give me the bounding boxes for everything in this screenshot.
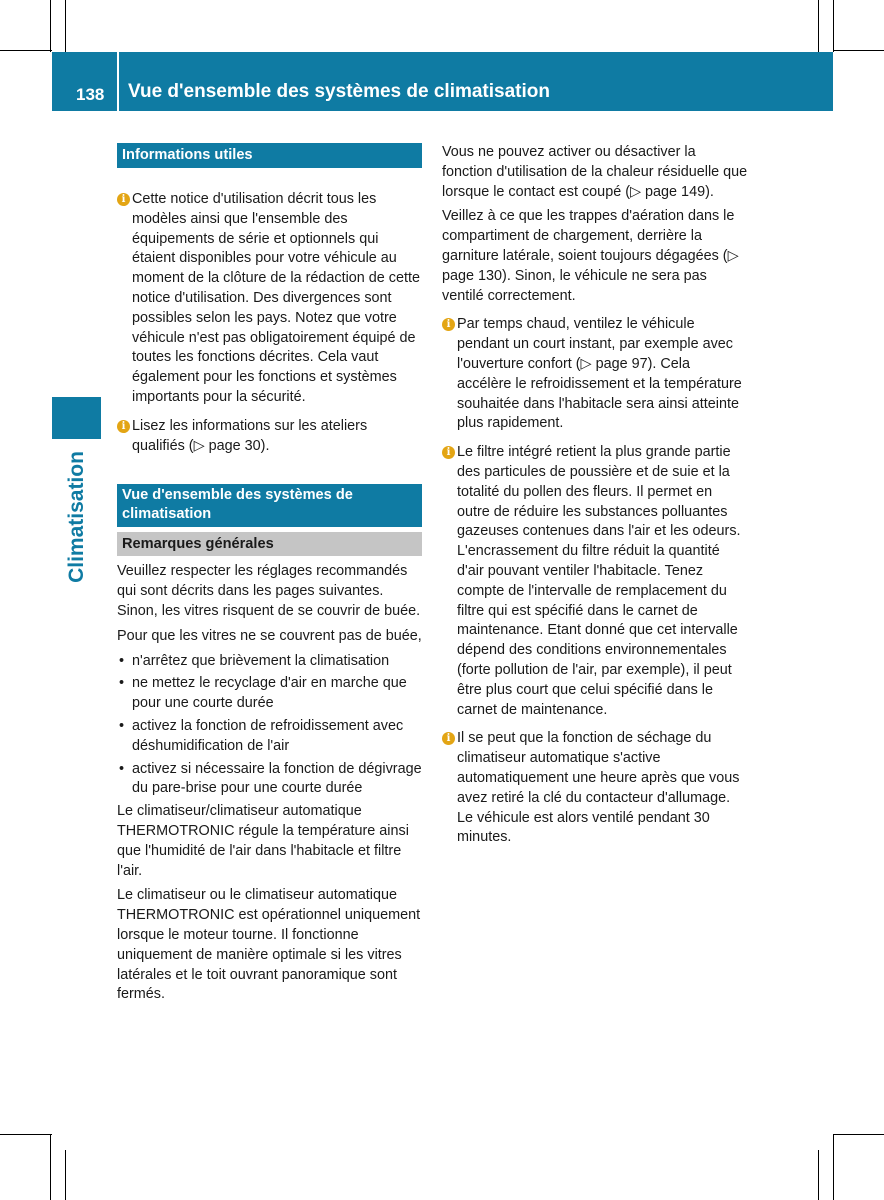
info-icon: i: [117, 193, 130, 206]
header-divider: [117, 52, 119, 111]
paragraph: Vous ne pouvez activer ou désactiver la fonction d'utilisation de la chaleur résiduelle que lorsque le contact est coupé (▷ page 149).: [442, 144, 748, 200]
page-title: Vue d'ensemble des systèmes de climatisation: [128, 81, 550, 102]
info-note-text: Lisez les informations sur les ateliers qualifiés (▷ page 30).: [132, 417, 368, 454]
list-item: • ne mettez le recyclage d'air en marche que pour une courte durée: [117, 674, 422, 714]
info-note: [117, 190, 422, 408]
paragraph: Le climatiseur ou le climatiseur automatique THERMOTRONIC est opérationnel uniquement lorsque le moteur tourne. Il fonctionne uniquement de manière optimale si les vitres latérales et le toit ouvrant panoramique sont fermés.: [117, 887, 421, 1003]
crop-mark: [818, 1150, 819, 1200]
crop-mark: [65, 0, 66, 52]
crop-mark: [65, 1150, 66, 1200]
crop-mark: [833, 1134, 834, 1200]
remarks-heading: Remarques générales: [117, 532, 422, 556]
info-icon: i: [442, 318, 455, 331]
list-item: • activez la fonction de refroidissement avec déshumidification de l'air: [117, 717, 422, 757]
crop-mark: [0, 50, 52, 51]
side-tab: [62, 447, 92, 587]
right-column: [442, 143, 748, 853]
bullet-list: [117, 652, 422, 800]
info-icon: i: [442, 732, 455, 745]
list-item: • activez si nécessaire la fonction de dégivrage du pare-brise pour une courte durée: [117, 760, 422, 800]
info-note: [442, 315, 748, 434]
crop-mark: [833, 0, 834, 52]
crop-mark: [0, 1134, 52, 1135]
paragraph: Pour que les vitres ne se couvrent pas de buée,: [117, 627, 422, 644]
page-number: 138: [76, 85, 105, 104]
crop-mark: [833, 1134, 884, 1135]
side-tab-marker: [52, 397, 101, 439]
page-header: [52, 52, 833, 111]
crop-mark: [50, 0, 51, 52]
list-item: • n'arrêtez que brièvement la climatisation: [117, 652, 422, 672]
info-note: [442, 729, 748, 848]
info-icon: i: [442, 446, 455, 459]
info-note-text: Cette notice d'utilisation décrit tous les modèles ainsi que l'ensemble des équipements de série et optionnels qui étaient disponibles pour votre véhicule au moment de la clôture de la rédaction de cette notice d'utilisation. Des divergences sont possibles selon les pays. Notez que votre véhicule n'est pas obligatoirement équipé de toutes les fonctions décrites. Cela vaut également pour les fonctions et systèmes importants pour la sécurité.: [132, 191, 420, 405]
crop-mark: [818, 0, 819, 52]
side-tab-label: Climatisation: [65, 451, 88, 583]
crop-mark: [833, 50, 884, 51]
paragraph: Veuillez respecter les réglages recommandés qui sont décrits dans les pages suivantes. Sinon, les vitres risquent de se couvrir de buée.: [117, 563, 421, 619]
info-note: [117, 417, 422, 457]
crop-mark: [50, 1134, 51, 1200]
paragraph: Le climatiseur/climatiseur automatique THERMOTRONIC régule la température ainsi que l'humidité de l'air dans l'habitacle et filtre l'air.: [117, 803, 409, 879]
left-column: [117, 143, 422, 1010]
info-note-text: Par temps chaud, ventilez le véhicule pendant un court instant, par exemple avec l'ouverture confort (▷ page 97). Cela accélère le refroidissement et la température souhaitée dans l'habitacle sera ainsi atteinte plus rapidement.: [457, 316, 742, 432]
info-note-text: Le filtre intégré retient la plus grande partie des particules de poussière et de suie et la totalité du pollen des fleurs. Il permet en outre de réduire les substances polluantes gazeuses contenues dans l'air et les odeurs. L'encrassement du filtre réduit la quantité d'air pouvant ventiler l'habitacle. Tenez compte de l'intervalle de remplacement du filtre qui est spécifié dans le carnet de maintenance. Etant donné que cet intervalle dépend des conditions environnementales (forte pollution de l'air, par exemple), il peut être plus court que celui spécifié dans le carnet de maintenance.: [457, 444, 741, 718]
useful-info-heading: Informations utiles: [117, 143, 422, 168]
paragraph: Veillez à ce que les trappes d'aération dans le compartiment de chargement, derrière la garniture latérale, soient toujours dégagées (▷ page 130). Sinon, le véhicule ne sera pas ventilé correctement.: [442, 208, 739, 304]
info-icon: i: [117, 420, 130, 433]
info-note-text: Il se peut que la fonction de séchage du climatiseur automatique s'active automatiquement une heure après que vous avez retiré la clé du contacteur d'allumage. Le véhicule est alors ventilé pendant 30 minutes.: [457, 730, 740, 846]
overview-heading: Vue d'ensemble des systèmes de climatisation: [117, 484, 422, 527]
info-note: [442, 443, 748, 720]
